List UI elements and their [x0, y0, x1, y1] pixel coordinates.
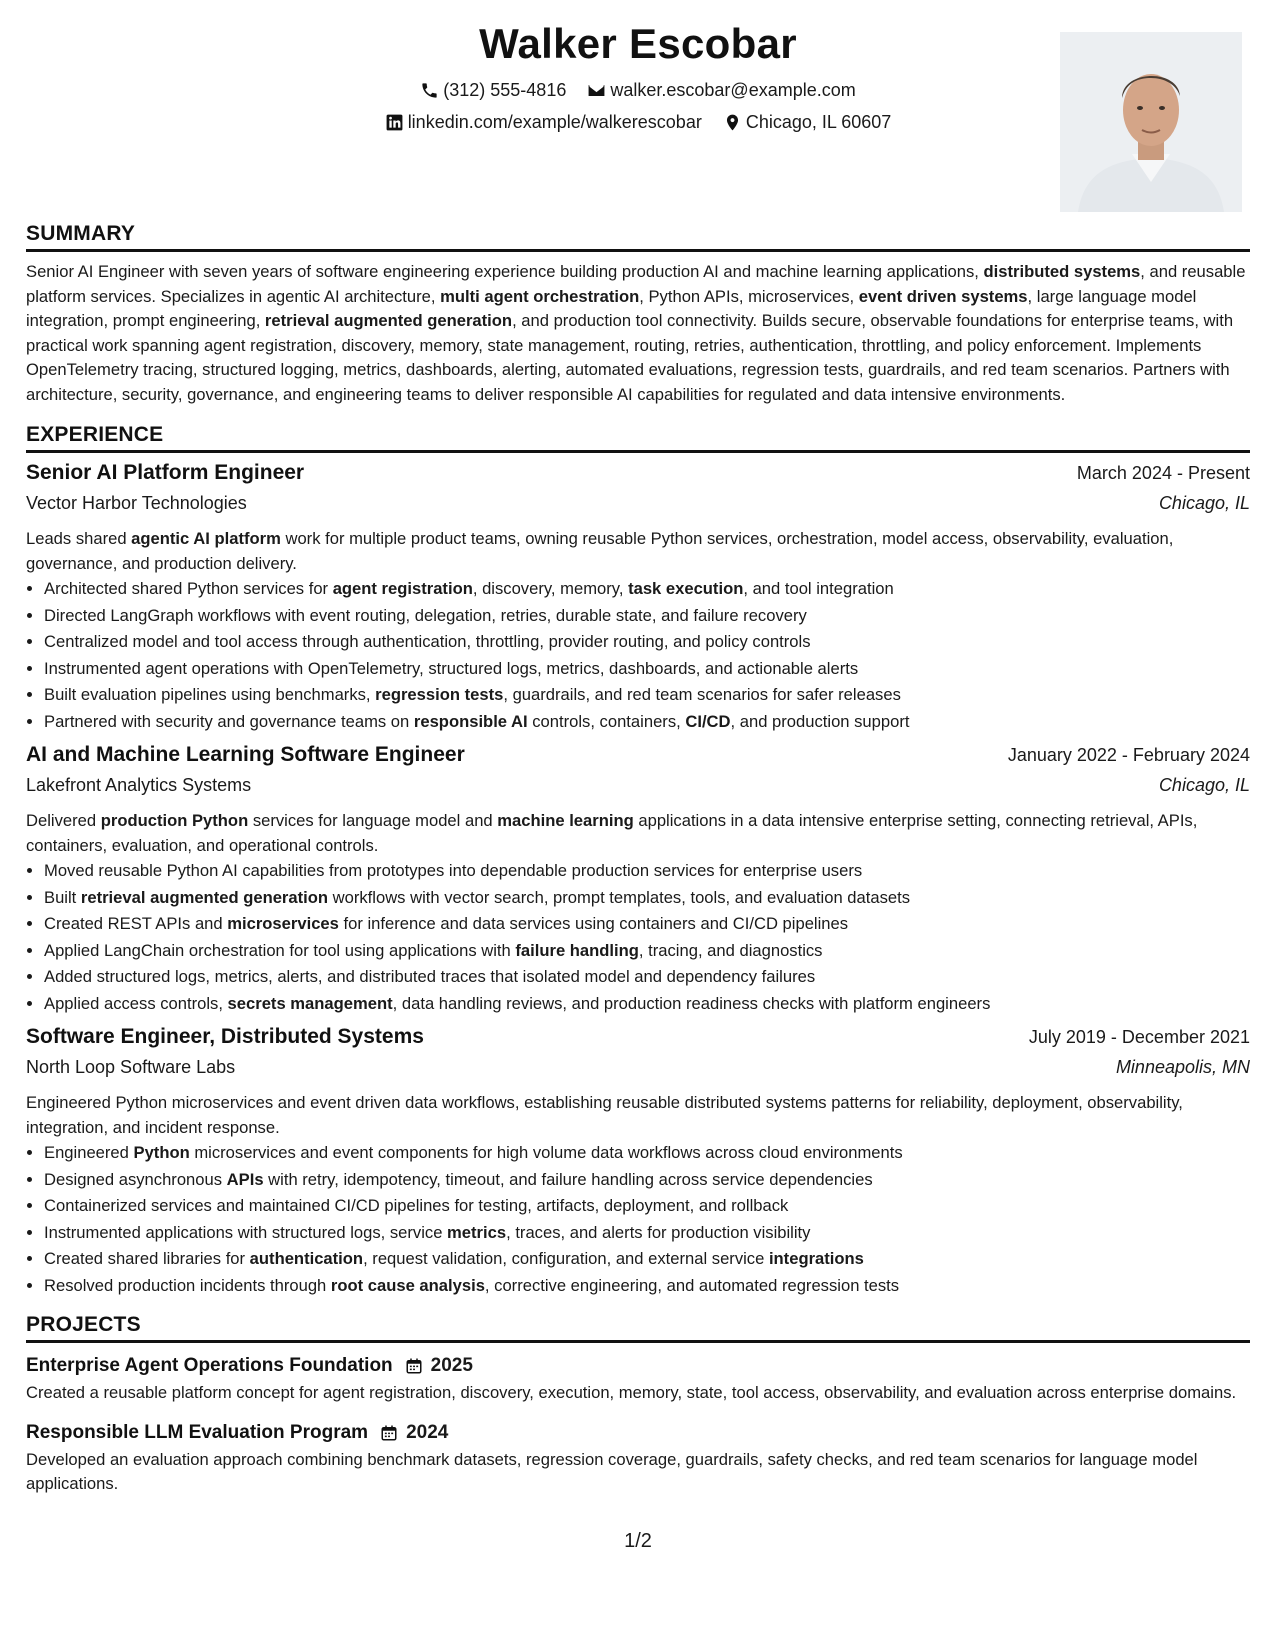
projects-heading: PROJECTS — [26, 1313, 1250, 1343]
project-description: Created a reusable platform concept for agent registration, discovery, execution, memory, state, tool access, observability, and evaluation across enterprise domains. — [26, 1383, 1237, 1402]
project-entry — [26, 1351, 1250, 1406]
experience-section — [26, 423, 1250, 1299]
bullet-item: • Built evaluation pipelines using benchmarks, regression tests, guardrails, and red team scenarios for safer releases — [44, 682, 1250, 709]
project-year — [380, 1422, 448, 1444]
linkedin-text: linkedin.com/example/walkerescobar — [407, 112, 702, 132]
calendar-icon — [405, 1357, 423, 1375]
summary-seg: , and production tool connectivity. Builds secure, observable foundations for enterprise teams, with practical work spanning agent registration, discovery, memory, state management, routing, retries, authentication, throttling, and policy enforcement. Implements OpenTelemetry tracing, structured logging, metrics, dashboards, alerting, automated evaluations, regression tests, guardrails, and red team scenarios. Partners with architecture, security, governance, and engineering teams to deliver responsible AI capabilities for regulated and data intensive environments. — [26, 311, 1234, 404]
resume-page — [26, 0, 1250, 1650]
bullet-item: • Engineered Python microservices and event components for high volume data workflows across cloud environments — [44, 1140, 1250, 1167]
job-location: Minneapolis, MN — [1115, 1057, 1250, 1077]
job-header — [26, 461, 1250, 493]
email-text: walker.escobar@example.com — [610, 80, 856, 100]
contact-email[interactable] — [587, 80, 855, 101]
bullet-item: • Created shared libraries for authentication, request validation, configuration, and external service integrations — [44, 1246, 1250, 1273]
bullet-item: • Added structured logs, metrics, alerts, and distributed traces that isolated model and dependency failures — [44, 964, 1250, 991]
summary-seg: , Python APIs, microservices, — [639, 286, 859, 306]
page-number: 1/2 — [624, 1530, 652, 1552]
project-title: Responsible LLM Evaluation Program — [26, 1421, 369, 1443]
summary-seg: , and reusable platform services. Specializes in agentic AI architecture, — [26, 262, 1246, 306]
desc-keyword: agentic AI platform — [131, 529, 281, 548]
project-year-text: 2024 — [406, 1421, 449, 1443]
job-description: Engineered Python microservices and event driven data workflows, establishing reusable distributed systems patterns for reliability, deployment, observability, integration, and incident response. — [26, 1093, 1183, 1137]
job-dates: January 2022 - February 2024 — [1007, 745, 1250, 765]
map-pin-icon — [723, 113, 742, 132]
linkedin-icon — [385, 113, 404, 132]
project-year — [405, 1355, 473, 1377]
bullet-item: • Applied LangChain orchestration for tool using applications with failure handling, tracing, and diagnostics — [44, 938, 1250, 965]
job-header — [26, 1025, 1250, 1057]
job-company: Lakefront Analytics Systems — [26, 775, 252, 795]
job-bullets — [26, 1140, 1250, 1299]
job-company: Vector Harbor Technologies — [26, 493, 247, 513]
calendar-icon — [380, 1424, 398, 1442]
desc-seg: work for multiple product teams, owning reusable Python services, orchestration, model access, observability, evaluation, governance, and production delivery. — [26, 529, 1174, 573]
job-subheader — [26, 775, 1250, 807]
job-dates: March 2024 - Present — [1076, 463, 1250, 483]
bullet-item: • Designed asynchronous APIs with retry, idempotency, timeout, and failure handling across service dependencies — [44, 1167, 1250, 1194]
envelope-icon — [587, 81, 606, 100]
summary-seg: Senior AI Engineer with seven years of software engineering experience building production AI and machine learning applications, — [26, 262, 984, 281]
location-text: Chicago, IL 60607 — [745, 112, 892, 132]
bullet-item: • Instrumented agent operations with OpenTelemetry, structured logs, metrics, dashboards, and actionable alerts — [44, 656, 1250, 683]
bullet-item: • Resolved production incidents through root cause analysis, corrective engineering, and automated regression tests — [44, 1273, 1250, 1300]
job-subheader — [26, 493, 1250, 525]
bullet-item: • Applied access controls, secrets management, data handling reviews, and production readiness checks with platform engineers — [44, 991, 1250, 1018]
job-entry — [26, 461, 1250, 735]
job-description: Delivered production Python services for language model and machine learning applications in a data intensive enterprise setting, connecting retrieval, APIs, containers, evaluation, and operational controls. — [26, 811, 1198, 855]
summary-keyword: distributed systems — [983, 262, 1141, 281]
job-entry — [26, 743, 1250, 1017]
job-company: North Loop Software Labs — [26, 1057, 236, 1077]
summary-keyword: multi agent orchestration — [440, 286, 640, 306]
job-title: Software Engineer, Distributed Systems — [26, 1025, 424, 1048]
contact-location — [723, 112, 891, 133]
project-year-text: 2025 — [430, 1355, 473, 1376]
projects-section — [26, 1313, 1250, 1497]
job-subheader — [26, 1057, 1250, 1089]
bullet-item: • Directed LangGraph workflows with event routing, delegation, retries, durable state, and failure recovery — [44, 603, 1250, 630]
contact-linkedin[interactable] — [385, 112, 702, 133]
desc-seg: Leads shared — [26, 529, 132, 548]
bullet-item: • Partnered with security and governance teams on responsible AI controls, containers, CI/CD, and production support — [44, 709, 1250, 736]
bullet-item: • Centralized model and tool access through authentication, throttling, provider routing, and policy controls — [44, 629, 1250, 656]
candidate-name: Walker Escobar — [479, 20, 797, 67]
job-location: Chicago, IL — [1158, 493, 1250, 513]
project-header — [26, 1351, 1250, 1381]
job-description — [26, 527, 1250, 576]
bullet-item: • Created REST APIs and microservices for inference and data services using containers and CI/CD pipelines — [44, 911, 1250, 938]
profile-photo — [1060, 32, 1242, 212]
bullet-item: • Containerized services and maintained CI/CD pipelines for testing, artifacts, deployment, and rollback — [44, 1193, 1250, 1220]
bullet-item: • Moved reusable Python AI capabilities from prototypes into dependable production services for enterprise users — [44, 858, 1250, 885]
summary-seg: , large language model integration, prompt engineering, — [26, 286, 1197, 330]
job-entry — [26, 1025, 1250, 1299]
job-dates: July 2019 - December 2021 — [1028, 1027, 1250, 1047]
summary-keyword: event driven systems — [858, 286, 1028, 306]
project-description: Developed an evaluation approach combining benchmark datasets, regression coverage, guardrails, safety checks, and red team scenarios for language model applications. — [26, 1449, 1198, 1493]
resume-header — [26, 0, 1250, 222]
project-header — [26, 1418, 1250, 1448]
job-title: Senior AI Platform Engineer — [26, 461, 305, 484]
bullet-item: • Instrumented applications with structured logs, service metrics, traces, and alerts for production visibility — [44, 1220, 1250, 1247]
job-bullets — [26, 858, 1250, 1017]
summary-keyword: retrieval augmented generation — [264, 311, 513, 330]
summary-section — [26, 222, 1250, 407]
phone-icon — [420, 81, 439, 100]
bullet-item: • Architected shared Python services for agent registration, discovery, memory, task execution, and tool integration — [44, 576, 1250, 603]
job-title: AI and Machine Learning Software Engineer — [26, 743, 465, 766]
bullet-item: • Built retrieval augmented generation workflows with vector search, prompt templates, tools, and evaluation datasets — [44, 885, 1250, 912]
summary-text — [26, 260, 1250, 407]
project-title: Enterprise Agent Operations Foundation — [26, 1355, 393, 1376]
contact-phone[interactable] — [420, 80, 566, 101]
project-entry — [26, 1418, 1250, 1497]
job-bullets — [26, 576, 1250, 735]
experience-heading: EXPERIENCE — [26, 423, 1250, 453]
phone-text: (312) 555-4816 — [443, 80, 567, 100]
job-header — [26, 743, 1250, 775]
job-location: Chicago, IL — [1158, 775, 1250, 795]
summary-heading: SUMMARY — [26, 222, 1250, 252]
